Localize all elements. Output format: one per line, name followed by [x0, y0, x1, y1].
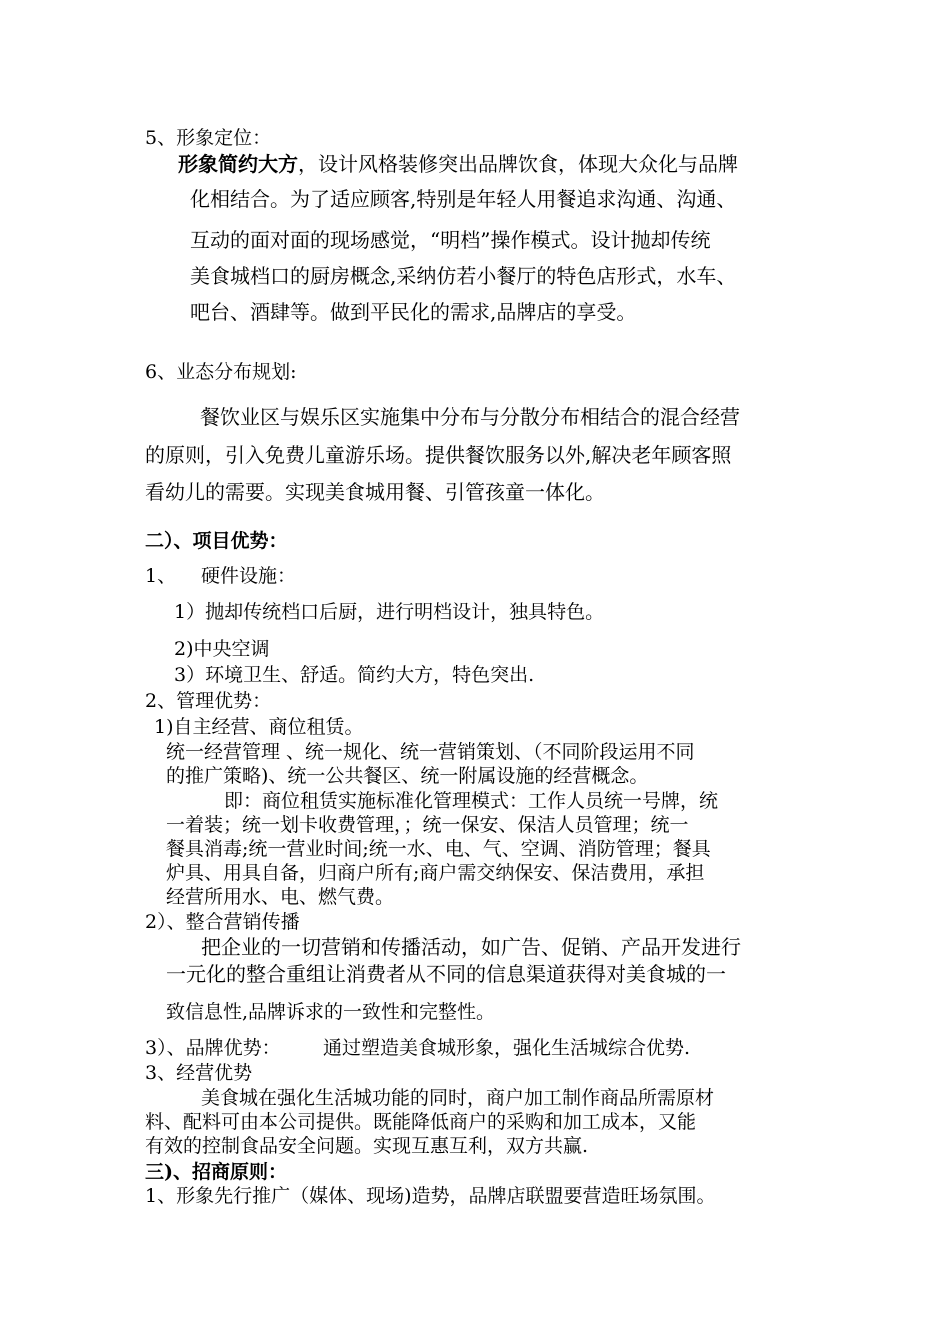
operation-line-1: 美食城在强化生活城功能的同时，商户加工制作商品所需原材 [201, 1087, 715, 1109]
operation-line-2: 料、配料可由本公司提供。既能降低商户的采购和加工成本，又能 [145, 1111, 697, 1133]
hardware-item-3: 3）环境卫生、舒适。简约大方，特色突出. [174, 664, 535, 686]
operation-line-3: 有效的控制食品安全问题。实现互惠互利，双方共赢. [145, 1135, 589, 1157]
management-sub1: 1)自主经营、商位租赁。 [154, 716, 364, 738]
brand-advantage-label: 3）、品牌优势： [145, 1037, 281, 1059]
marketing-heading: 2）、整合营销传播 [145, 911, 300, 933]
management-line-1: 统一经营管理 、统一规化、统一营销策划、（不同阶段运用不同 [166, 741, 695, 763]
section5-heading: 5、形象定位： [145, 127, 272, 149]
section5-line-2: 化相结合。为了适应顾客,特别是年轻人用餐追求沟通、沟通、 [190, 187, 737, 211]
marketing-line-3: 致信息性,品牌诉求的一致性和完整性。 [166, 1001, 496, 1023]
management-line-7: 经营所用水、电、燃气费。 [166, 886, 395, 908]
operation-heading: 3、经营优势 [145, 1062, 253, 1084]
brand-advantage-text: 通过塑造美食城形象，强化生活城综合优势. [323, 1037, 691, 1059]
management-line-2: 的推广策略)、统一公共餐区、统一附属设施的经营概念。 [166, 765, 649, 787]
management-line-5: 餐具消毒;统一营业时间;统一水、电、气、空调、消防管理；餐具 [166, 838, 711, 860]
marketing-line-2: 一元化的整合重组让消费者从不同的信息渠道获得对美食城的一 [166, 962, 726, 986]
management-line-6: 炉具、用具自备，归商户所有;商户需交纳保安、保洁费用，承担 [166, 862, 705, 884]
hardware-number: 1、 [145, 565, 177, 587]
part3-heading: 三)、招商原则： [145, 1161, 287, 1183]
marketing-line-1: 把企业的一切营销和传播活动，如广告、促销、产品开发进行 [201, 935, 741, 959]
section5-lead-bold: 形象简约大方 [178, 152, 298, 176]
hardware-item-1: 1）抛却传统档口后厨，进行明档设计，独具特色。 [174, 601, 605, 623]
hardware-item-2: 2)中央空调 [174, 638, 270, 660]
management-line-3: 即：商位租赁实施标准化管理模式：工作人员统一号牌，统 [224, 790, 719, 812]
part2-heading: 二）、项目优势： [145, 530, 288, 552]
section5-line-3: 互动的面对面的现场感觉，“明档”操作模式。设计抛却传统 [190, 228, 711, 252]
management-line-4: 一着装；统一划卡收费管理，；统一保安、保洁人员管理；统一 [166, 814, 689, 836]
section5-line-5: 吧台、酒肆等。做到平民化的需求,品牌店的享受。 [190, 300, 637, 324]
hardware-title: 硬件设施： [201, 565, 297, 587]
part3-item-1: 1、形象先行推广（媒体、现场)造势，品牌店联盟要营造旺场氛围。 [145, 1185, 716, 1207]
section5-line-1-text: ，设计风格装修突出品牌饮食，体现大众化与品牌 [298, 152, 738, 176]
section5-line-1 [178, 152, 738, 176]
section6-heading: 6、业态分布规划: [145, 361, 297, 383]
section6-line-2: 的原则，引入免费儿童游乐场。提供餐饮服务以外,解决老年顾客照 [145, 443, 732, 467]
management-heading: 2、管理优势： [145, 690, 272, 712]
section6-line-3: 看幼儿的需要。实现美食城用餐、引管孩童一体化。 [145, 480, 605, 504]
section5-line-4: 美食城档口的厨房概念,采纳仿若小餐厅的特色店形式，水车、 [190, 264, 737, 288]
section6-line-1: 餐饮业区与娱乐区实施集中分布与分散分布相结合的混合经营 [200, 405, 740, 429]
